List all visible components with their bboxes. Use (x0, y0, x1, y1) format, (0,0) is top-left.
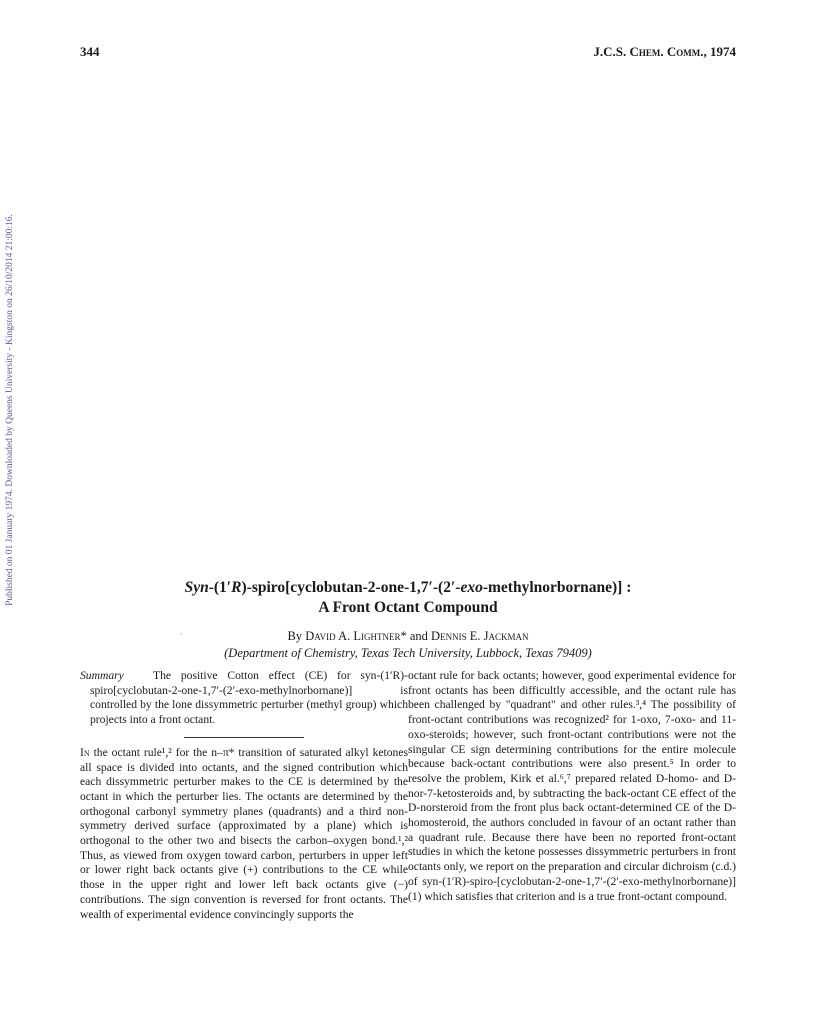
body-paragraph-right: octant rule for back octants; however, good experimental evidence for front octants has been difficultly accessible, and the octant rule has been challenged by "quadrant" and other rules.³,⁴ The possibility of front-octant contributions was recognized² for 1-oxo, 7-oxo- and 11-oxo-steroids; however, such front-octant contributions were not the singular CE sign determining contributions for the entire molecule because back-octant contributions were also present.⁵ In order to resolve the problem, Kirk et al.⁶,⁷ prepared related D-homo- and D-nor-7-ketosteroids and, by subtracting the back-octant CE effect of the D-norsteroid from the front plus back octant-determined CE of the D-homosteroid, the authors concluded in favour of an octant rather than a quadrant rule. Because there have been no reported front-octant studies in which the ketone possesses dissymmetric perturbers in front octants only, we report on the preparation and circular dichroism (c.d.) of syn-(1′R)-spiro-[cyclobutan-2-one-1,7′-(2′-exo-methylnorbornane)] (1) which satisfies that criterion and is a true front-octant compound. (408, 669, 736, 903)
affiliation: (Department of Chemistry, Texas Tech University, Lubbock, Texas 79409) (224, 646, 592, 660)
page-header (80, 44, 736, 64)
title-line-1: Syn-(1′R)-spiro[cyclobutan-2-one-1,7′-(2′-exo-methylnorbornane)] : (184, 579, 632, 596)
journal-citation: J.C.S. Chem. Comm., 1974 (593, 44, 736, 59)
author-1: David A. Lightner* (305, 629, 407, 643)
download-watermark (2, 185, 18, 635)
article-title (80, 578, 736, 618)
authors-line: By David A. Lightner* and Dennis E. Jackman (287, 629, 529, 643)
download-note: Published on 01 January 1974. Downloaded by Queens University - Kingston on 26/10/2014 21:00:16. (5, 214, 15, 606)
summary-text: The positive Cotton effect (CE) for syn-(1′R)-spiro[cyclobutan-2-one-1,7′-(2′-exo-methylnorbornane)] is controlled by the lone dissymmetric perturber (methyl group) which projects into a front octant. (90, 669, 408, 727)
body-paragraph-left: In the octant rule¹,² for the n–π* transition of saturated alkyl ketones all space is divided into octants, and the signed contribution which each dissymmetric perturber makes to the CE is determined by the octant in which the perturber lies. The octants are determined by the orthogonal carbonyl symmetry planes (quadrants) and a third non-symmetry derived surface (approximated by a plane) which is orthogonal to the other two and bisects the carbon–oxygen bond.¹,² Thus, as viewed from oxygen toward carbon, perturbers in upper left or lower right back octants give (+) contributions to the CE while those in the upper right and lower left back octants give (−) contributions. The sign convention is reversed for front octants. The wealth of experimental evidence convincingly supports the (80, 745, 408, 921)
right-column (408, 669, 736, 904)
page-number: 344 (80, 44, 100, 59)
summary: Summary The positive Cotton effect (CE) for syn-(1′R)-spiro[cyclobutan-2-one-1,7′-(2′-exo-methylnorbornane)] is controlled by the lone dissymmetric perturber (methyl group) which projects into a front octant. (80, 669, 408, 727)
summary-divider (184, 737, 304, 738)
left-column (80, 669, 408, 922)
stray-mark: · (180, 630, 183, 639)
author-2: Dennis E. Jackman (431, 629, 529, 643)
title-line-2: A Front Octant Compound (318, 599, 498, 616)
